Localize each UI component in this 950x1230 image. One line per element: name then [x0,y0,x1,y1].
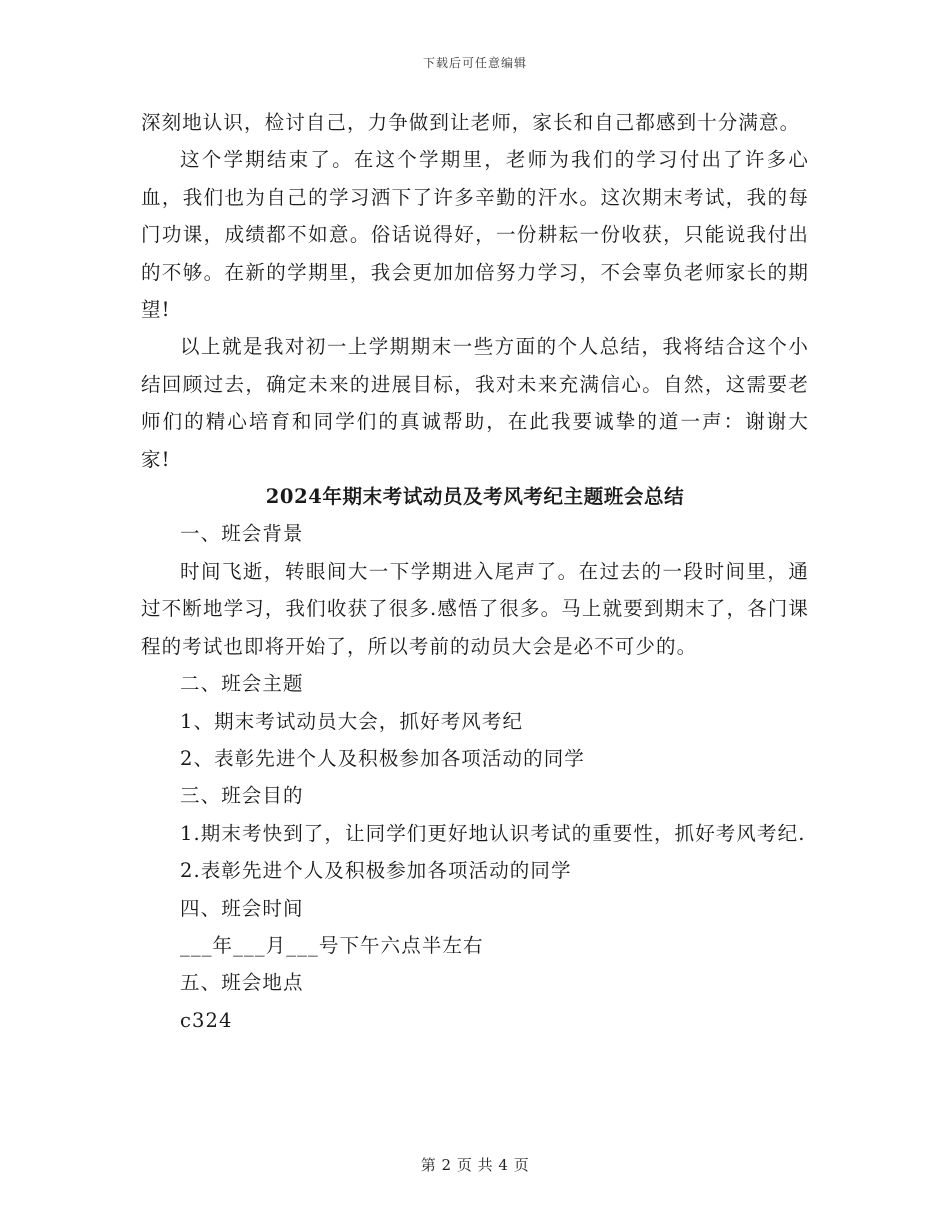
paragraph-continuation: 深刻地认识，检讨自己，力争做到让老师，家长和自己都感到十分满意。 [141,111,801,134]
page-number: 第 2 页 共 4 页 [420,1156,530,1174]
meeting-location: c324 [180,1008,233,1032]
purpose-item-2: 2.表彰先进个人及积极参加各项活动的同学 [180,859,572,883]
theme-item-2: 2、表彰先进个人及积极参加各项活动的同学 [180,746,585,770]
paragraph-semester-reflection: 这个学期结束了。在这个学期里，老师为我们的学习付出了许多心血，我们也为自己的学习洒下了许多辛勤的汗水。这次期末考试，我的每门功课，成绩都不如意。俗话说得好，一份耕耘一份收获，只能说我付出的不够。在新的学期里，我会更加加倍努力学习，不会辜负老师家长的期望! [141,148,809,322]
section-title: 2024年期末考试动员及考风考纪主题班会总结 [265,485,685,509]
paragraph-background: 时间飞逝，转眼间大一下学期进入尾声了。在过去的一段时间里，通过不断地学习，我们收获了很多.感悟了很多。马上就要到期末了，各门课程的考试也即将开始了，所以考前的动员大会是必不可少的。 [141,559,809,658]
paragraph-conclusion: 以上就是我对初一上学期期末一些方面的个人总结，我将结合这个小结回顾过去，确定未来的进展目标，我对未来充满信心。自然，这需要老师们的精心培育和同学们的真诚帮助，在此我要诚挚的道一声：谢谢大家! [141,335,809,471]
heading-location: 五、班会地点 [180,971,304,995]
heading-background: 一、班会背景 [180,522,304,546]
theme-item-1: 1、期末考试动员大会，抓好考风考纪 [180,709,524,733]
heading-purpose: 三、班会目的 [180,784,304,808]
header-note: 下载后可任意编辑 [422,56,527,70]
meeting-time: ___年___月___号下午六点半左右 [180,933,484,957]
document-body [141,104,809,1039]
purpose-item-1: 1.期末考快到了，让同学们更好地认识考试的重要性，抓好考风考纪. [180,821,806,845]
heading-theme: 二、班会主题 [180,672,304,696]
heading-time: 四、班会时间 [180,896,304,920]
